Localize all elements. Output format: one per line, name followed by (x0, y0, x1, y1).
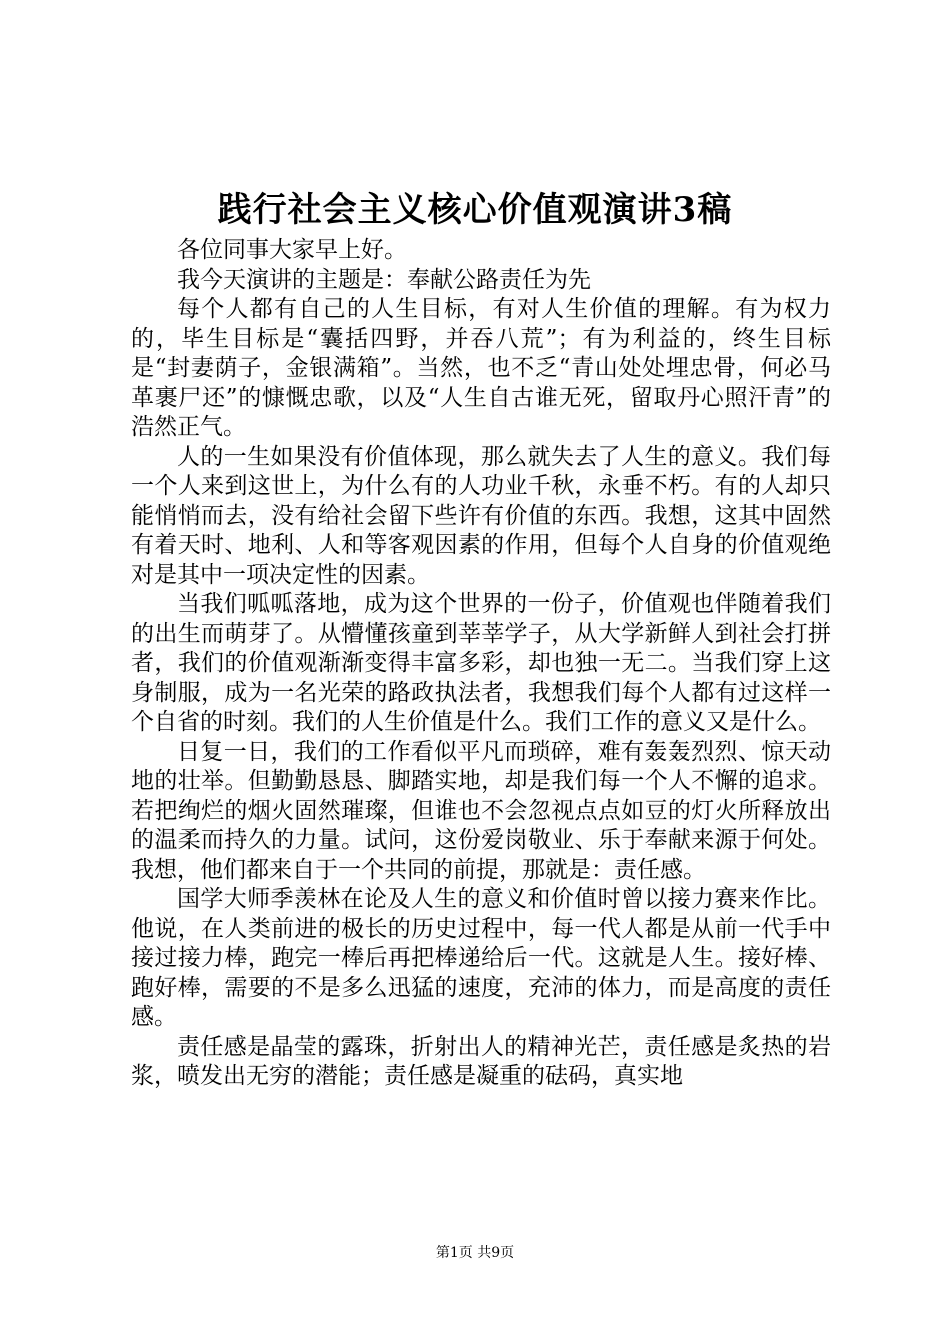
document-title: 践行社会主义核心价值观演讲3稿 (217, 190, 733, 230)
paragraph-topic: 我今天演讲的主题是：奉献公路责任为先 (177, 266, 591, 293)
paragraph: 当我们呱呱落地，成为这个世界的一份子，价值观也伴随着我们的出生而萌芽了。从懵懂孩童到莘莘学子，从大学新鲜人到社会打拼者，我们的价值观渐渐变得丰富多彩，却也独一无二。当我们穿上这身制服，成为一名光荣的路政执法者，我想我们每个人都有过这样一个自省的时刻。我们的人生价值是什么。我们工作的意义又是什么。 (131, 591, 831, 735)
document-body (131, 236, 831, 1092)
paragraph-greeting: 各位同事大家早上好。 (177, 237, 407, 263)
paragraph: 人的一生如果没有价值体现，那么就失去了人生的意义。我们每一个人来到这世上，为什么有的人功业千秋，永垂不朽。有的人却只能悄悄而去，没有给社会留下些许有价值的东西。我想，这其中固然有着天时、地利、人和等客观因素的作用，但每个人自身的价值观绝对是其中一项决定性的因素。 (131, 443, 831, 588)
paragraph: 每个人都有自己的人生目标，有对人生价值的理解。有为权力的，毕生目标是“囊括四野，并吞八荒”；有为利益的，终生目标是“封妻荫子，金银满箱”。当然，也不乏“青山处处埋忠骨，何必马革裹尸还”的慷慨忠歌，以及“人生自古谁无死，留取丹心照汗青”的浩然正气。 (131, 296, 831, 440)
page-number-footer: 第1页 共9页 (435, 1245, 515, 1261)
paragraph: 日复一日，我们的工作看似平凡而琐碎，难有轰轰烈烈、惊天动地的壮举。但勤勤恳恳、脚踏实地，却是我们每一个人不懈的追求。若把绚烂的烟火固然璀璨，但谁也不会忽视点点如豆的灯火所释放出的温柔而持久的力量。试问，这份爱岗敬业、乐于奉献来源于何处。我想，他们都来自于一个共同的前提，那就是：责任感。 (131, 738, 831, 883)
paragraph: 责任感是晶莹的露珠，折射出人的精神光芒，责任感是炙热的岩浆，喷发出无穷的潜能；责任感是凝重的砝码，真实地 (131, 1033, 831, 1089)
paragraph: 国学大师季羡林在论及人生的意义和价值时曾以接力赛来作比。他说，在人类前进的极长的历史过程中，每一代人都是从前一代手中接过接力棒，跑完一棒后再把棒递给后一代。这就是人生。接好棒、跑好棒，需要的不是多么迅猛的速度，充沛的体力，而是高度的责任感。 (131, 886, 831, 1030)
